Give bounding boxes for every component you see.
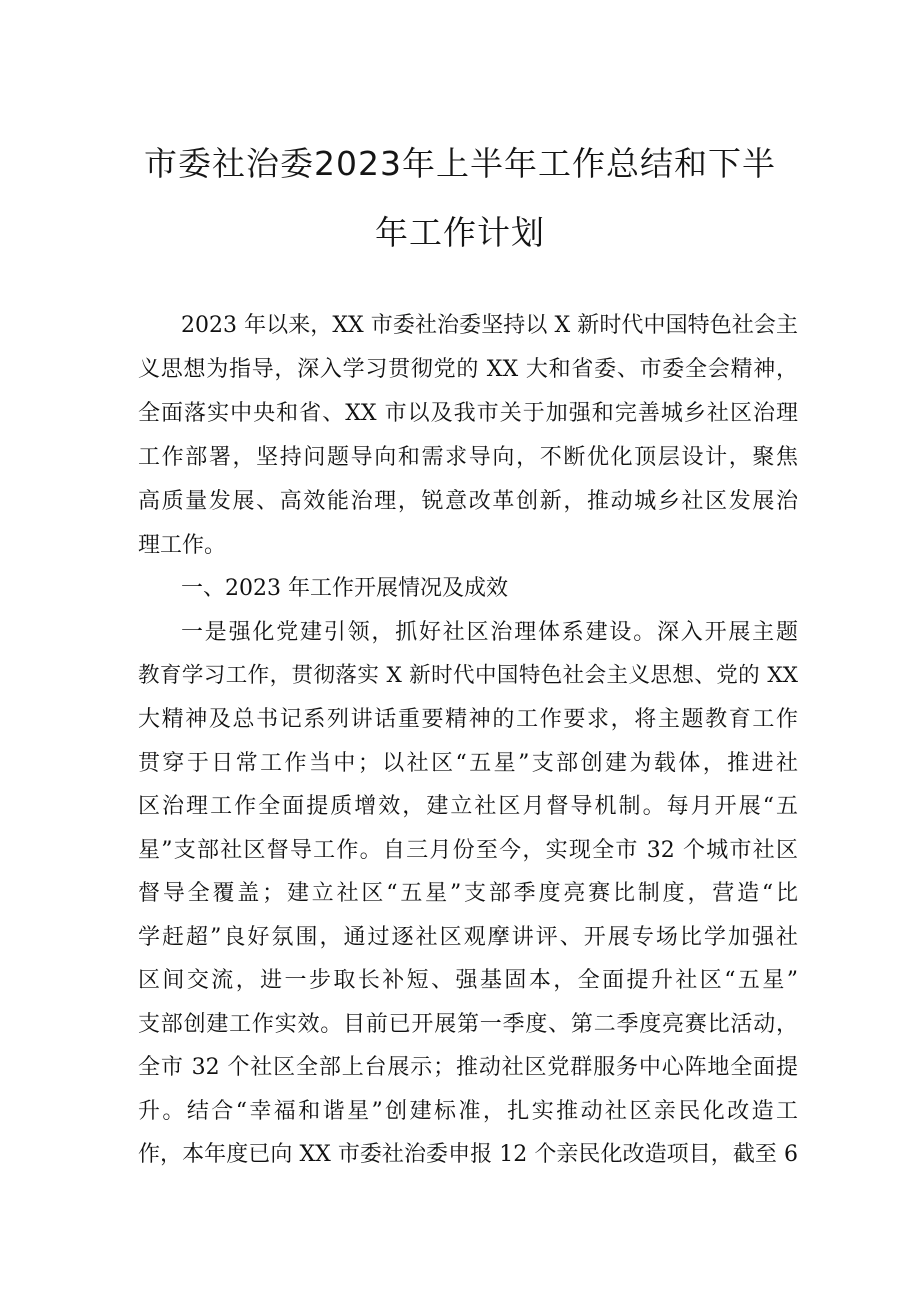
- paragraph-line: 星”支部社区督导工作。自三月份至今，实现全市 32 个城市社区: [138, 838, 798, 863]
- paragraph-line: 一是强化党建引领，抓好社区治理体系建设。深入开展主题: [181, 620, 798, 645]
- paragraph-line: 区治理工作全面提质增效，建立社区月督导机制。每月开展“五: [138, 794, 798, 819]
- document-title-line-2: 年工作计划: [375, 213, 545, 252]
- paragraph-line: 支部创建工作实效。目前已开展第一季度、第二季度亮赛比活动，: [138, 1012, 798, 1037]
- paragraph-line: 贯穿于日常工作当中；以社区“五星”支部创建为载体，推进社: [138, 751, 798, 776]
- paragraph-line: 义思想为指导，深入学习贯彻党的 XX 大和省委、市委全会精神，: [138, 357, 798, 382]
- paragraph-line: 大精神及总书记系列讲话重要精神的工作要求，将主题教育工作: [138, 707, 798, 732]
- paragraph-line: 全面落实中央和省、XX 市以及我市关于加强和完善城乡社区治理: [138, 401, 798, 426]
- paragraph-line: 高质量发展、高效能治理，锐意改革创新，推动城乡社区发展治: [138, 489, 798, 514]
- paragraph-line: 区间交流，进一步取长补短、强基固本，全面提升社区“五星”: [138, 968, 798, 993]
- paragraph-line: 全市 32 个社区全部上台展示；推动社区党群服务中心阵地全面提: [138, 1055, 798, 1080]
- paragraph-line: 升。结合“幸福和谐星”创建标准，扎实推动社区亲民化改造工: [138, 1099, 798, 1124]
- paragraph-line: 作，本年度已向 XX 市委社治委申报 12 个亲民化改造项目，截至 6: [138, 1142, 798, 1167]
- section-heading: 一、2023 年工作开展情况及成效: [181, 576, 508, 601]
- document-title-line-1: 市委社治委2023年上半年工作总结和下半: [144, 144, 776, 183]
- paragraph-line: 教育学习工作，贯彻落实 X 新时代中国特色社会主义思想、党的 XX: [138, 663, 798, 688]
- paragraph-line: 理工作。: [138, 533, 227, 558]
- paragraph-line: 工作部署，坚持问题导向和需求导向，不断优化顶层设计，聚焦: [138, 445, 798, 470]
- paragraph-line: 2023 年以来，XX 市委社治委坚持以 X 新时代中国特色社会主: [181, 313, 798, 338]
- paragraph-line: 督导全覆盖；建立社区“五星”支部季度亮赛比制度，营造“比: [138, 881, 798, 906]
- paragraph-line: 学赶超”良好氛围，通过逐社区观摩讲评、开展专场比学加强社: [138, 925, 798, 950]
